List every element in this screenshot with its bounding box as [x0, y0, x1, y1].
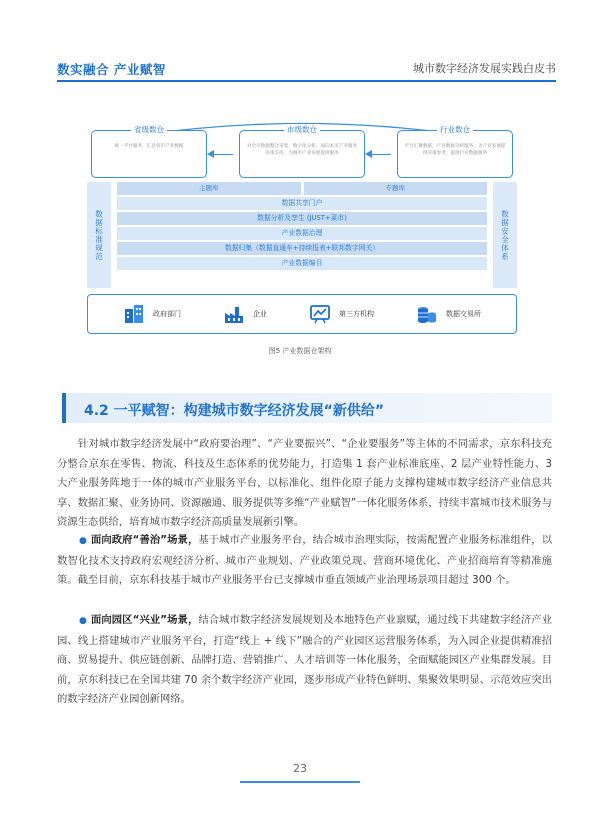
industry-warehouse-text: 平台汇聚数据，产业数据分析服务，为产业发展提供决策参考，提供行业数据服务: [404, 144, 506, 156]
data-security-label: 数据安全体系: [500, 209, 510, 261]
paragraph-government-text: 基于城市产业服务平台，结合城市治理实际，按需配置产业服务标准组件，以数智化技术支持政府宏观经济分析、城市产业规划、产业政策兑现、营商环境优化、产业招商培育等精准施策。截至目前，京东科技基于城市产业服务平台已支撑城市垂直领域产业治理场景项目超过 300 个。: [57, 534, 552, 587]
page-number-underline: [240, 781, 360, 783]
provincial-warehouse-title: 省级数仓: [131, 124, 167, 135]
entity-label: 企业: [253, 310, 267, 318]
provincial-warehouse-box: [91, 125, 207, 178]
entities-bar: [87, 294, 517, 334]
layer-collection: 数据归集（数据直通车+持续报表+联邦数字网关）: [117, 242, 487, 255]
section-heading-bar: [62, 393, 552, 423]
library-row: [117, 182, 487, 195]
entity-government: [123, 303, 181, 325]
entity-label: 第三方机构: [339, 310, 374, 318]
figure-caption: 图5 产业数据仓架构: [268, 347, 332, 355]
database-coins-icon: [416, 303, 438, 325]
left-arrow-icon: [213, 154, 233, 155]
layer-sharing-portal: 数据共享门户: [117, 197, 487, 210]
topic-library: 专题库: [304, 182, 488, 195]
layer-catalog: 产业数据编目: [117, 257, 487, 270]
data-warehouse-diagram: [73, 120, 531, 340]
entity-data-exchange: [416, 303, 481, 325]
factory-icon: [223, 303, 245, 325]
section-title: 4.2 一平赋智：构建城市数字经济发展“新供给”: [84, 403, 385, 419]
data-standard-column: [87, 182, 111, 288]
left-arrow-icon: [371, 154, 391, 155]
entity-label: 政府部门: [153, 310, 181, 318]
city-warehouse-text: 对全市数据整合采集，数字化分析，面向本市产业服务决策支持，为城市产业发展提供服务: [246, 144, 358, 156]
layer-stack: [117, 182, 487, 272]
paragraph-government-lead: 面向政府“善治”场景，: [90, 534, 199, 546]
entity-third-party: [309, 303, 374, 325]
industry-warehouse-box: [397, 125, 513, 178]
chart-board-icon: [309, 303, 331, 325]
layer-analysis-twin: 数据分析及孪生 (JUST+菜市): [117, 212, 487, 225]
page-number: 23: [293, 762, 307, 775]
data-standard-label: 数据标准规范: [94, 209, 104, 261]
paragraph-intro: 针对城市数字经济发展中“政府要治理”、“产业要振兴”、“企业要服务”等主体的不同需求，京东科技充分整合京东在零售、物流、科技及生态体系的优势能力，打造集 1 套产业标准底座、2 层产业特性能力、3 大产业服务阵地于一体的城市产业服务平台，以标准化、组件化原子能力支撑构建城市数字经济产业信息共享、数据汇聚、业务协同、资源融通、服务提供等多维“产业赋智”一体化服务体系，持续丰富城市技术服务与资源生态供给，培育城市数字经济高质量发展新引擎。: [57, 438, 552, 529]
header-right-title: 城市数字经济发展实践白皮书: [413, 62, 556, 75]
page-header: [57, 60, 556, 78]
government-building-icon: [123, 303, 145, 325]
entity-enterprise: [223, 303, 267, 325]
paragraph-park-lead: 面向园区“兴业”场景，: [90, 614, 199, 626]
bullet-icon: ●: [79, 616, 87, 626]
paragraph-park: [57, 611, 552, 710]
theme-library: 主题库: [117, 182, 301, 195]
city-warehouse-box: [239, 125, 365, 178]
data-security-column: [493, 182, 517, 288]
layer-governance: 产业数据治理: [117, 227, 487, 240]
industry-warehouse-title: 行业数仓: [437, 124, 473, 135]
entity-label: 数据交易所: [446, 310, 481, 318]
section-accent: [62, 393, 66, 423]
header-left-title: 数实融合 产业赋智: [57, 62, 166, 77]
city-warehouse-title: 市级数仓: [284, 124, 320, 135]
paragraph-government: [57, 531, 552, 591]
paragraph-park-text: 结合城市数字经济发展规划及本地特色产业禀赋，通过线下共建数字经济产业园、线上搭建城市产业服务平台，打造“线上 + 线下”融合的产业园区运营服务体系，为入园企业提供精准招商、贸易提升、供应链创新、品牌打造、营销推广、人才培训等一体化服务，全面赋能园区产业集群发展。目前，京东科技已在全国共建 70 余个数字经济产业园，逐步形成产业特色鲜明、集聚效果明显、示范效应突出的数字经济产业园创新网络。: [57, 614, 552, 706]
provincial-warehouse-text: 统一平台服务，汇总各市产业数据: [114, 144, 184, 149]
header-divider: [57, 80, 556, 82]
bullet-icon: ●: [79, 536, 87, 546]
